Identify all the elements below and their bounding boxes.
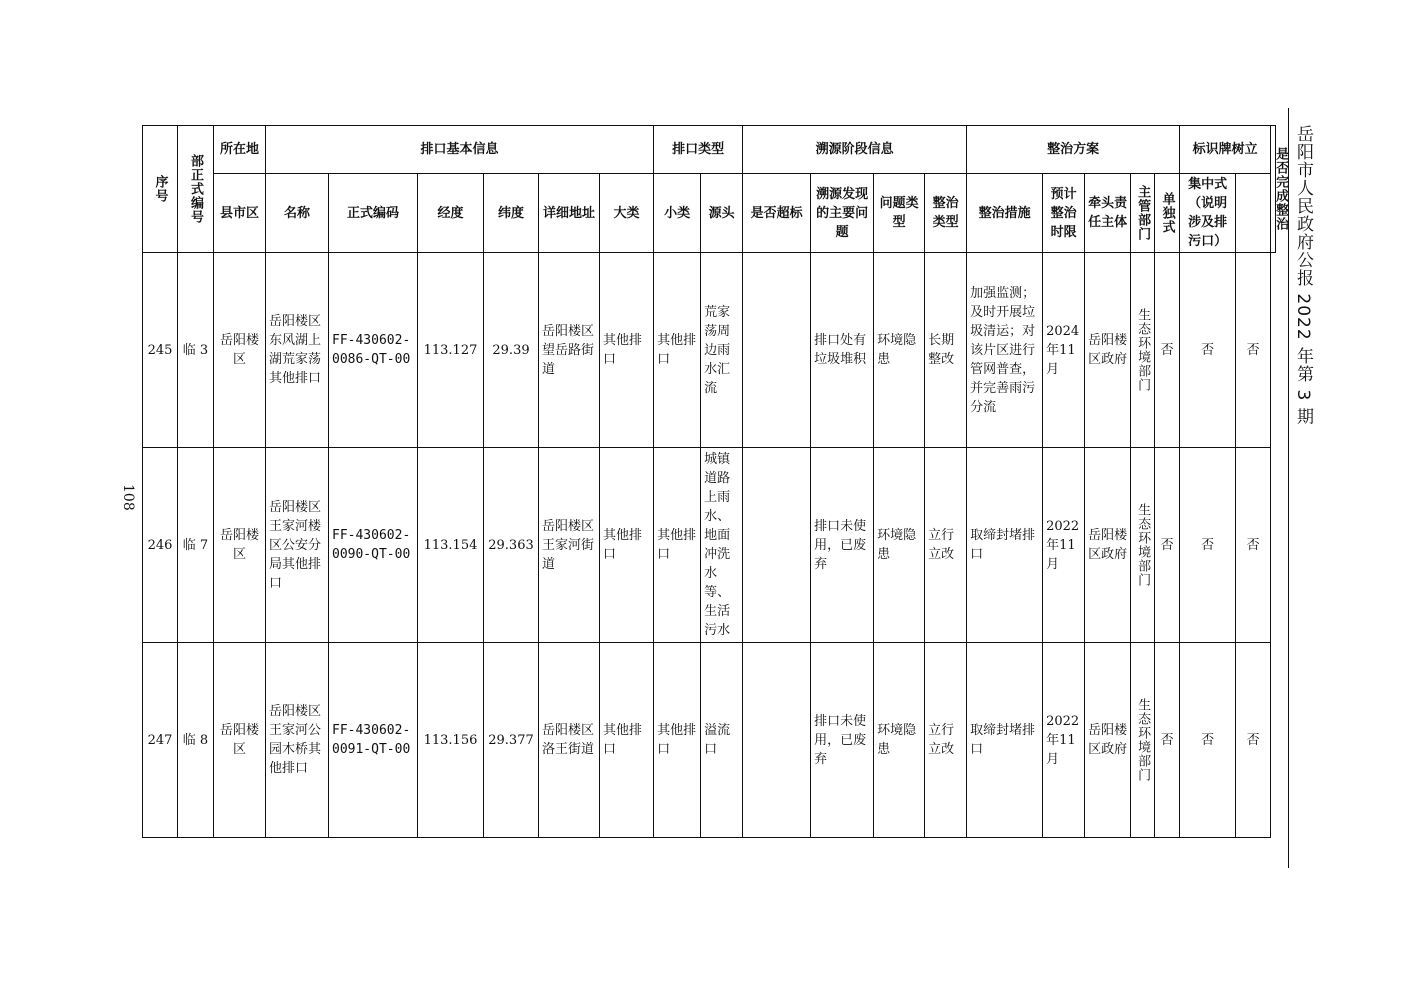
cell-minor: 其他排口 <box>654 448 701 643</box>
table-row <box>143 253 1276 448</box>
header-source: 源头 <box>701 174 743 253</box>
cell-measure: 取缔封堵排口 <box>967 448 1043 643</box>
cell-county: 岳阳楼区 <box>214 643 266 838</box>
header-main-issue: 溯源发现的主要问题 <box>811 174 874 253</box>
cell-seq: 245 <box>143 253 178 448</box>
cell-deadline: 2024年11月 <box>1043 253 1085 448</box>
cell-code-no: 临 8 <box>178 643 214 838</box>
header-authority: 主管部门 <box>1131 174 1155 253</box>
cell-fix-type: 长期整改 <box>925 253 967 448</box>
cell-fix-type: 立行立改 <box>925 643 967 838</box>
cell-code: FF-430602-0091-QT-00 <box>329 643 418 838</box>
header-central: 集中式（说明涉及排污口） <box>1180 174 1236 253</box>
cell-minor: 其他排口 <box>654 643 701 838</box>
cell-code-no: 临 3 <box>178 253 214 448</box>
cell-issue-type: 环境隐患 <box>874 643 925 838</box>
header-fix-measure: 整治措施 <box>967 174 1043 253</box>
cell-source: 溢流口 <box>701 643 743 838</box>
header-address: 详细地址 <box>539 174 600 253</box>
cell-minor: 其他排口 <box>654 253 701 448</box>
cell-lead: 岳阳楼区政府 <box>1085 643 1131 838</box>
header-latitude: 纬度 <box>484 174 539 253</box>
outlet-table <box>142 125 1289 838</box>
header-location: 所在地 <box>214 126 266 174</box>
cell-code: FF-430602-0090-QT-00 <box>329 448 418 643</box>
header-name: 名称 <box>266 174 329 253</box>
cell-name: 岳阳楼区王家河楼区公安分局其他排口 <box>266 448 329 643</box>
cell-authority: 生态环境部门 <box>1131 253 1155 448</box>
header-dept-code: 部正式编号 <box>178 126 214 253</box>
cell-central: 否 <box>1180 643 1236 838</box>
page-number: 108 <box>120 484 136 511</box>
header-longitude: 经度 <box>418 174 484 253</box>
header-completed: 是否完成整治 <box>1271 126 1276 253</box>
cell-measure: 取缔封堵排口 <box>967 643 1043 838</box>
cell-exceed <box>743 448 811 643</box>
cell-longitude: 113.154 <box>418 448 484 643</box>
header-minor: 小类 <box>654 174 701 253</box>
header-code: 正式编码 <box>329 174 418 253</box>
cell-central: 否 <box>1180 253 1236 448</box>
cell-lead: 岳阳楼区政府 <box>1085 448 1131 643</box>
cell-exceed <box>743 253 811 448</box>
cell-code: FF-430602-0086-QT-00 <box>329 253 418 448</box>
cell-measure: 加强监测；及时开展垃圾清运；对该片区进行管网普查，并完善雨污分流 <box>967 253 1043 448</box>
cell-name: 岳阳楼区王家河公园木桥其他排口 <box>266 643 329 838</box>
cell-issue: 排口未使用，已废弃 <box>811 448 874 643</box>
header-single: 单独式 <box>1155 174 1180 253</box>
header-exceed: 是否超标 <box>743 174 811 253</box>
cell-latitude: 29.39 <box>484 253 539 448</box>
cell-source: 荒家荡周边雨水汇流 <box>701 253 743 448</box>
cell-issue-type: 环境隐患 <box>874 448 925 643</box>
cell-county: 岳阳楼区 <box>214 448 266 643</box>
cell-authority: 生态环境部门 <box>1131 643 1155 838</box>
cell-longitude: 113.156 <box>418 643 484 838</box>
cell-authority: 生态环境部门 <box>1131 448 1155 643</box>
header-trace-info: 溯源阶段信息 <box>743 126 967 174</box>
header-row-1 <box>143 126 1276 174</box>
cell-single: 否 <box>1155 448 1180 643</box>
cell-fix-type: 立行立改 <box>925 448 967 643</box>
cell-deadline: 2022年11月 <box>1043 643 1085 838</box>
cell-major: 其他排口 <box>600 643 654 838</box>
cell-latitude: 29.363 <box>484 448 539 643</box>
cell-lead: 岳阳楼区政府 <box>1085 253 1131 448</box>
cell-address: 岳阳楼区望岳路街道 <box>539 253 600 448</box>
cell-completed: 否 <box>1236 448 1271 643</box>
cell-major: 其他排口 <box>600 253 654 448</box>
cell-longitude: 113.127 <box>418 253 484 448</box>
cell-issue-type: 环境隐患 <box>874 253 925 448</box>
cell-address: 岳阳楼区王家河街道 <box>539 448 600 643</box>
cell-latitude: 29.377 <box>484 643 539 838</box>
cell-single: 否 <box>1155 253 1180 448</box>
publication-header: 岳阳市人民政府公报 2022 年第 3 期 <box>1293 125 1313 426</box>
cell-source: 城镇道路上雨水、地面冲洗水等、生活污水 <box>701 448 743 643</box>
cell-code-no: 临 7 <box>178 448 214 643</box>
header-lead: 牵头责任主体 <box>1085 174 1131 253</box>
header-basic-info: 排口基本信息 <box>266 126 654 174</box>
cell-completed: 否 <box>1236 253 1271 448</box>
header-sign: 标识牌树立 <box>1180 126 1271 174</box>
header-fix-type: 整治类型 <box>925 174 967 253</box>
cell-county: 岳阳楼区 <box>214 253 266 448</box>
cell-seq: 247 <box>143 643 178 838</box>
cell-name: 岳阳楼区东风湖上湖荒家荡其他排口 <box>266 253 329 448</box>
cell-completed: 否 <box>1236 643 1271 838</box>
header-plan: 整治方案 <box>967 126 1180 174</box>
header-seq: 序号 <box>143 126 178 253</box>
header-county: 县市区 <box>214 174 266 253</box>
cell-single: 否 <box>1155 643 1180 838</box>
cell-issue: 排口未使用，已废弃 <box>811 643 874 838</box>
cell-central: 否 <box>1180 448 1236 643</box>
cell-major: 其他排口 <box>600 448 654 643</box>
header-outlet-type: 排口类型 <box>654 126 743 174</box>
header-issue-type: 问题类型 <box>874 174 925 253</box>
table-row <box>143 643 1276 838</box>
header-major: 大类 <box>600 174 654 253</box>
cell-issue: 排口处有垃圾堆积 <box>811 253 874 448</box>
table-row <box>143 448 1276 643</box>
cell-deadline: 2022年11月 <box>1043 448 1085 643</box>
cell-address: 岳阳楼区洛王街道 <box>539 643 600 838</box>
cell-exceed <box>743 643 811 838</box>
header-row-2 <box>143 174 1276 253</box>
cell-seq: 246 <box>143 448 178 643</box>
header-deadline: 预计整治时限 <box>1043 174 1085 253</box>
